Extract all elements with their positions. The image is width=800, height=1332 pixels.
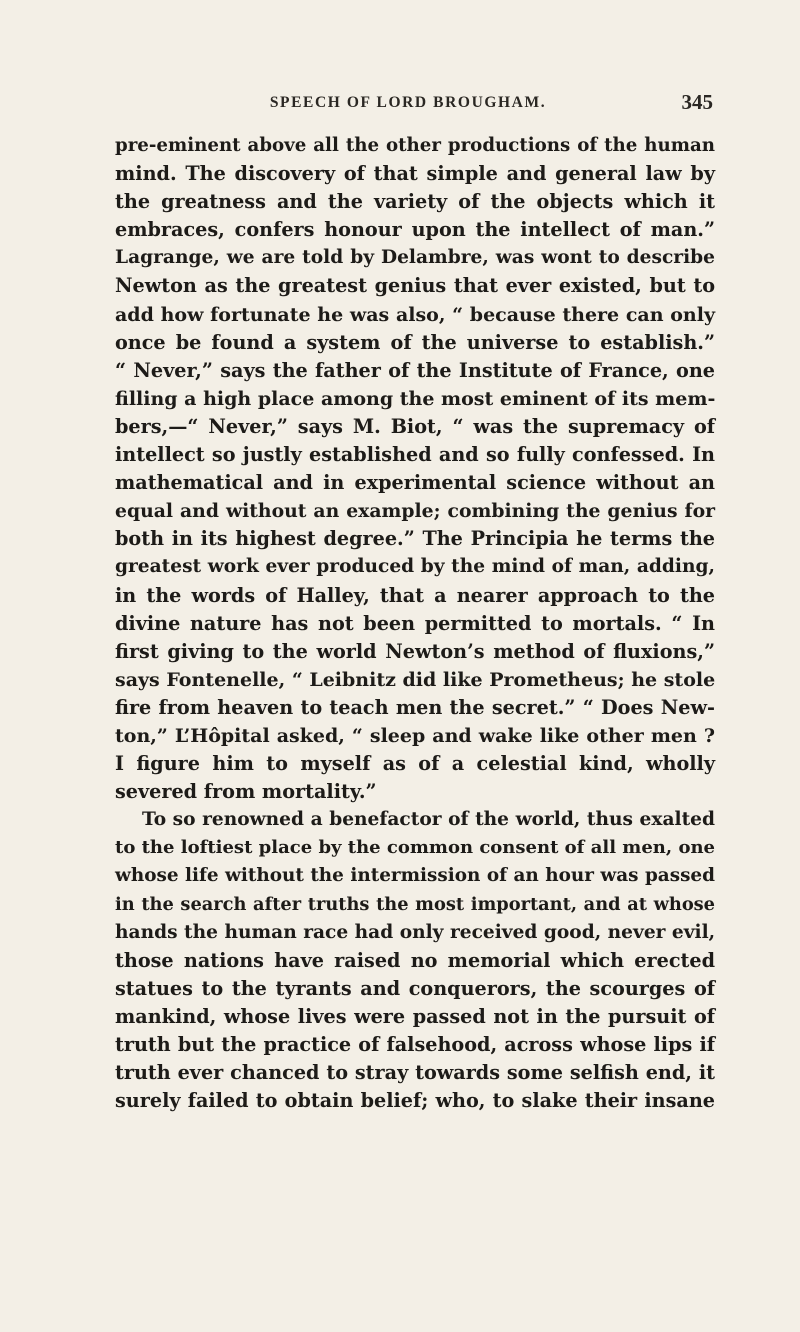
text-line: surely failed to obtain belief; who, to slake their insane (115, 1089, 715, 1113)
running-title: SPEECH OF LORD BROUGHAM. (269, 94, 547, 111)
text-line: bers,—“ Never,” says M. Biot, “ was the supremacy of (115, 414, 715, 438)
text-line: fire from heaven to teach men the secret.” “ Does New- (115, 695, 715, 719)
text-line: ton,” L’Hôpital asked, “ sleep and wake like other men ? (115, 724, 715, 747)
text-line-paragraph-start: To so renowned a benefactor of the world, thus exalted (142, 809, 715, 831)
text-line: first giving to the world Newton’s method of fluxions,” (115, 639, 715, 663)
text-line: mankind, whose lives were passed not in the pursuit of (115, 1004, 715, 1028)
running-head (108, 90, 713, 122)
text-line: in the search after truths the most important, and at whose (115, 893, 715, 915)
text-line: those nations have raised no memorial which erected (115, 948, 715, 972)
text-line: Lagrange, we are told by Delambre, was wont to describe (115, 247, 715, 269)
text-line: mathematical and in experimental science without an (115, 471, 715, 495)
text-line: divine nature has not been permitted to mortals. “ In (115, 611, 715, 635)
text-line: I figure him to myself as of a celestial kind, wholly (115, 752, 715, 776)
text-line: embraces, confers honour upon the intellect of man.” (115, 218, 715, 242)
text-line: once be found a system of the universe to establish.” (115, 330, 715, 354)
text-line: mind. The discovery of that simple and general law by (115, 162, 715, 186)
text-line: truth ever chanced to stray towards some selfish end, it (115, 1061, 715, 1085)
text-line: says Fontenelle, “ Leibnitz did like Prometheus; he stole (115, 668, 716, 691)
text-line: in the words of Halley, that a nearer approach to the (115, 583, 715, 607)
text-line: both in its highest degree.” The Principia he terms the (115, 527, 715, 551)
text-line: to the loftiest place by the common consent of all men, one (115, 837, 715, 859)
text-line: greatest work ever produced by the mind of man, adding, (115, 556, 715, 578)
text-line: statues to the tyrants and conquerors, the scourges of (115, 976, 715, 1000)
text-line: filling a high place among the most eminent of its mem- (115, 387, 716, 410)
text-line: intellect so justly established and so fully confessed. In (115, 443, 715, 467)
text-line: Newton as the greatest genius that ever existed, but to (115, 274, 715, 298)
text-line: whose life without the intermission of an hour was passed (115, 865, 715, 887)
text-line: hands the human race had only received good, never evil, (115, 921, 716, 943)
text-line: equal and without an example; combining the genius for (115, 500, 715, 523)
text-line: add how fortunate he was also, “ because there can only (115, 303, 715, 326)
body-text (115, 132, 715, 1115)
text-line: truth but the practice of falsehood, across whose lips if (115, 1033, 715, 1056)
text-line: the greatness and the variety of the objects which it (115, 190, 715, 214)
text-line: “ Never,” says the father of the Institute of France, one (115, 358, 715, 382)
text-line-paragraph-end: severed from mortality.” (115, 780, 377, 804)
text-line: pre-eminent above all the other productions of the human (115, 135, 715, 156)
page-number: 345 (681, 90, 713, 114)
